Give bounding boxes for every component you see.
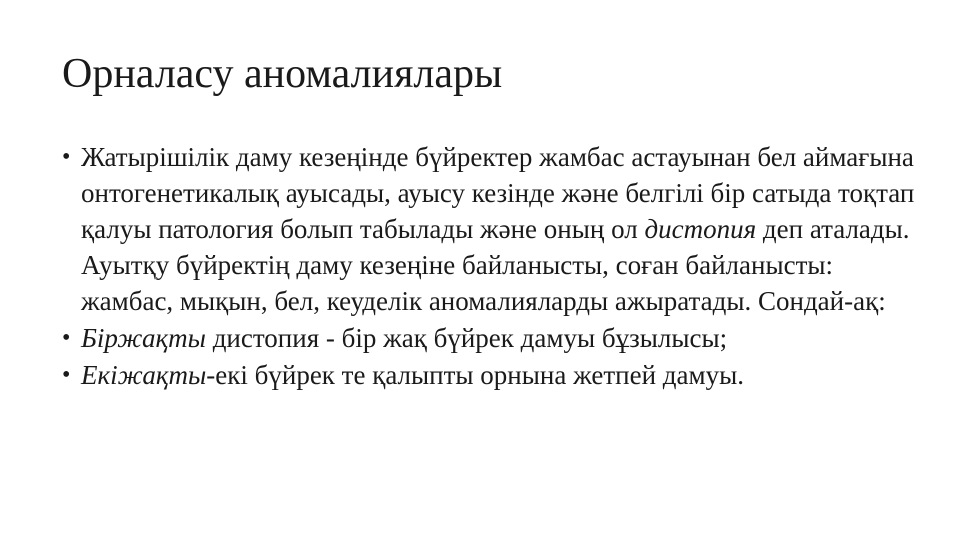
- bullet-text: Жатырішілік даму кезеңінде бүйректер жамбас астауынан бел аймағына онтогенетикалық ауысады, ауысу кезінде және белгілі бір сатыда тоқтап қалуы патология болып табылады және оның ол: [81, 142, 915, 244]
- bullet-italic-term: Екіжақты: [81, 360, 207, 390]
- bullet-text: деп аталады. Ауытқу бүйректің даму кезеңіне байланысты, соған байланысты: жамбас, мықын, бел, кеуделік аномалияларды ажыратады. Сондай-ақ:: [81, 214, 910, 316]
- bullet-list: [62, 139, 922, 394]
- bullet-item-bilateral: [62, 357, 922, 393]
- bullet-italic-term: дистопия: [644, 214, 757, 244]
- bullet-text: дистопия - бір жақ бүйрек дамуы бұзылысы;: [205, 323, 728, 353]
- bullet-dot-icon: •: [62, 325, 71, 351]
- bullet-dot-icon: •: [62, 144, 71, 170]
- slide-title: Орналасу аномалиялары: [62, 51, 503, 97]
- bullet-dot-icon: •: [62, 362, 71, 388]
- bullet-italic-term: Біржақты: [81, 323, 206, 353]
- bullet-item-unilateral: [62, 320, 922, 356]
- bullet-text: -екі бүйрек те қалыпты орнына жетпей дамуы.: [206, 360, 744, 390]
- bullet-item-dystopia-definition: [62, 139, 922, 319]
